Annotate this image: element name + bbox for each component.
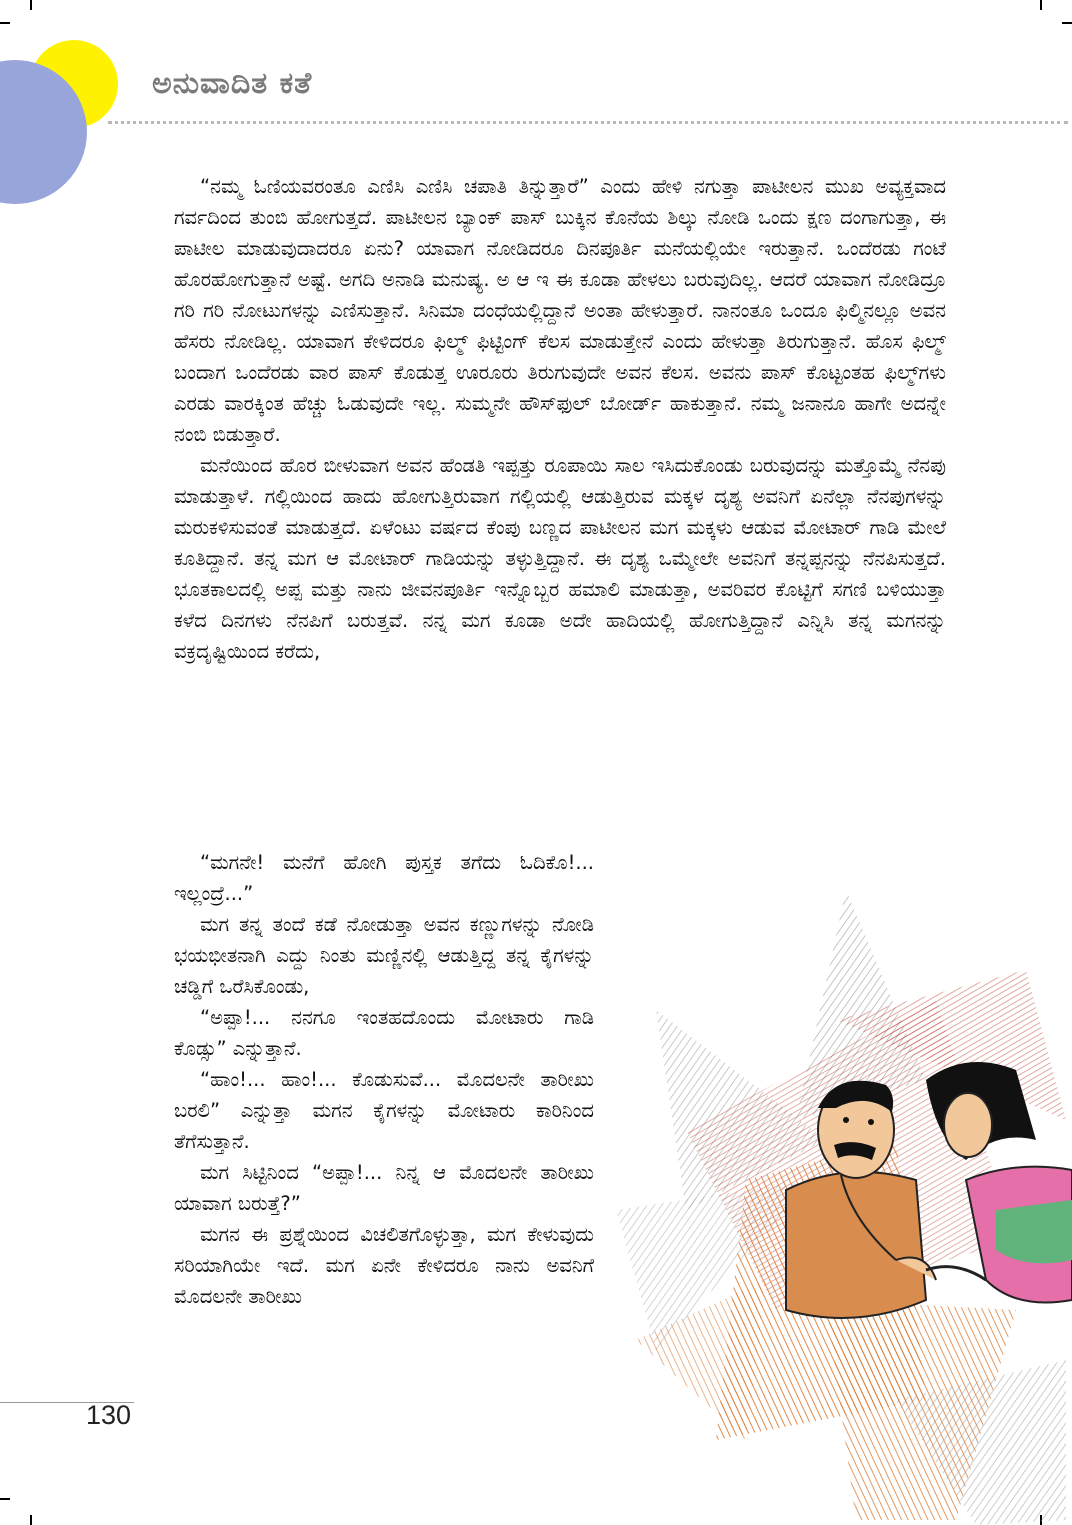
dialogue-son-question: ಮಗ ಸಿಟ್ಟಿನಿಂದ “ಅಪ್ಪಾ!... ನಿನ್ನ ಆ ಮೊದಲನೇ ತಾರೀಖು ಯಾವಾಗ ಬರುತ್ತೆ?” [174,1161,594,1215]
header-dotted-rule [108,121,1068,124]
page-number: 130 [86,1400,132,1430]
crop-mark-left-bottom [0,1498,10,1500]
dialogue-father-reply: “ಹಾಂ!... ಹಾಂ!... ಕೊಡುಸುವೆ... ಮೊದಲನೇ ತಾರೀಖು ಬರಲಿ” ಎನ್ನುತ್ತಾ ಮಗನ ಕೈಗಳನ್ನು ಮೋಟಾರು ಕಾರಿನಿಂದ ತೆಗೆಸುತ್ತಾನೆ. [174,1068,594,1153]
dialogue-father: “ಮಗನೇ! ಮನೆಗೆ ಹೋಗಿ ಪುಸ್ತಕ ತಗೆದು ಓದಿಕೊ!... ಇಲ್ಲಂದ್ರೆ...” [174,851,594,905]
story-illustration [596,880,1072,1525]
section-title: ಅನುವಾದಿತ ಕತೆ [152,66,313,101]
dialogue-son: “ಅಪ್ಪಾ!... ನನಗೂ ಇಂತಹದೊಂದು ಮೋಟಾರು ಗಾಡಿ ಕೊಡ್ಸು” ಎನ್ನುತ್ತಾನೆ. [174,1006,594,1060]
header-decoration [0,0,200,210]
crop-mark-right-top [1062,22,1072,24]
crop-mark-top-right [1040,0,1042,10]
paragraph-2: ಮನೆಯಿಂದ ಹೊರ ಬೀಳುವಾಗ ಅವನ ಹೆಂಡತಿ ಇಪ್ಪತ್ತು ರೂಪಾಯಿ ಸಾಲ ಇಸಿದುಕೊಂಡು ಬರುವುದನ್ನು ಮತ್ತೊಮ್ಮೆ ನೆನಪು ಮಾಡುತ್ತಾಳೆ. ಗಲ್ಲಿಯಿಂದ ಹಾದು ಹೋಗುತ್ತಿರುವಾಗ ಗಲ್ಲಿಯಲ್ಲಿ ಆಡುತ್ತಿರುವ ಮಕ್ಕಳ ದೃಶ್ಯ ಅವನಿಗೆ ಏನೆಲ್ಲಾ ನೆನಪುಗಳನ್ನು ಮರುಕಳಿಸುವಂತೆ ಮಾಡುತ್ತದೆ. ಏಳೆಂಟು ವರ್ಷದ ಕೆಂಪು ಬಣ್ಣದ ಪಾಟೀಲನ ಮಗ ಮಕ್ಕಳು ಆಡುವ ಮೋಟಾರ್ ಗಾಡಿ ಮೇಲೆ ಕೂತಿದ್ದಾನೆ. ತನ್ನ ಮಗ ಆ ಮೋಟಾರ್ ಗಾಡಿಯನ್ನು ತಳ್ಳುತ್ತಿದ್ದಾನೆ. ಈ ದೃಶ್ಯ ಒಮ್ಮೇಲೇ ಅವನಿಗೆ ತನ್ನಪ್ಪನನ್ನು ನೆನಪಿಸುತ್ತದೆ. ಭೂತಕಾಲದಲ್ಲಿ ಅಪ್ಪ ಮತ್ತು ನಾನು ಜೀವನಪೂರ್ತಿ ಇನ್ನೊಬ್ಬರ ಹಮಾಲಿ ಮಾಡುತ್ತಾ, ಅವರಿವರ ಕೊಟ್ಟಿಗೆ ಸಗಣಿ ಬಳಿಯುತ್ತಾ ಕಳೆದ ದಿನಗಳು ನೆನಪಿಗೆ ಬರುತ್ತವೆ. ನನ್ನ ಮಗ ಕೂಡಾ ಅದೇ ಹಾದಿಯಲ್ಲಿ ಹೋಗುತ್ತಿದ್ದಾನೆ ಎನ್ನಿಸಿ ತನ್ನ ಮಗನನ್ನು ವಕ್ರದೃಷ್ಟಿಯಿಂದ ಕರೆದು, [174,454,946,663]
paragraph-1: “ನಮ್ಮ ಓಣಿಯವರಂತೂ ಎಣಿಸಿ ಎಣಿಸಿ ಚಪಾತಿ ತಿನ್ನುತ್ತಾರೆ” ಎಂದು ಹೇಳಿ ನಗುತ್ತಾ ಪಾಟೀಲನ ಮುಖ ಅವ್ಯಕ್ತವಾದ ಗರ್ವದಿಂದ ತುಂಬಿ ಹೋಗುತ್ತದೆ. ಪಾಟೀಲನ ಬ್ಯಾಂಕ್ ಪಾಸ್ ಬುಕ್ಕಿನ ಕೊನೆಯ ಶಿಲ್ಕು ನೋಡಿ ಒಂದು ಕ್ಷಣ ದಂಗಾಗುತ್ತಾ, ಈ ಪಾಟೀಲ ಮಾಡುವುದಾದರೂ ಏನು? ಯಾವಾಗ ನೋಡಿದರೂ ದಿನಪೂರ್ತಿ ಮನೆಯಲ್ಲಿಯೇ ಇರುತ್ತಾನೆ. ಒಂದೆರಡು ಗಂಟೆ ಹೊರಹೋಗುತ್ತಾನೆ ಅಷ್ಟೆ. ಅಗದಿ ಅನಾಡಿ ಮನುಷ್ಯ. ಅ ಆ ಇ ಈ ಕೂಡಾ ಹೇಳಲು ಬರುವುದಿಲ್ಲ. ಆದರೆ ಯಾವಾಗ ನೋಡಿದ್ರೂ ಗರಿ ಗರಿ ನೋಟುಗಳನ್ನು ಎಣಿಸುತ್ತಾನೆ. ಸಿನಿಮಾ ದಂಧೆಯಲ್ಲಿದ್ದಾನೆ ಅಂತಾ ಹೇಳುತ್ತಾರೆ. ನಾನಂತೂ ಒಂದೂ ಫಿಲ್ಮಿನಲ್ಲೂ ಅವನ ಹೆಸರು ನೋಡಿಲ್ಲ. ಯಾವಾಗ ಕೇಳಿದರೂ ಫಿಲ್ಮ್ ಫಿಟ್ಟಿಂಗ್ ಕೆಲಸ ಮಾಡುತ್ತೇನೆ ಎಂದು ಹೇಳುತ್ತಾ ತಿರುಗುತ್ತಾನೆ. ಹೊಸ ಫಿಲ್ಮ್ ಬಂದಾಗ ಒಂದೆರಡು ವಾರ ಪಾಸ್ ಕೊಡುತ್ತ ಊರೂರು ತಿರುಗುವುದೇ ಅವನ ಕೆಲಸ. ಅವನು ಪಾಸ್ ಕೊಟ್ಟಂತಹ ಫಿಲ್ಮ್‌ಗಳು ಎರಡು ವಾರಕ್ಕಿಂತ ಹೆಚ್ಚು ಓಡುವುದೇ ಇಲ್ಲ. ಸುಮ್ಮನೇ ಹೌಸ್‌ಫುಲ್ ಬೋರ್ಡ್ ಹಾಕುತ್ತಾನೆ. ನಮ್ಮ ಜನಾನೂ ಹಾಗೇ ಅದನ್ನೇ ನಂಬಿ ಬಿಡುತ್ತಾರೆ. [174,175,946,446]
story-text-narrow-column [174,847,594,1312]
paragraph-son-reaction: ಮಗ ತನ್ನ ತಂದೆ ಕಡೆ ನೋಡುತ್ತಾ ಅವನ ಕಣ್ಣುಗಳನ್ನು ನೋಡಿ ಭಯಭೀತನಾಗಿ ಎದ್ದು ನಿಂತು ಮಣ್ಣಿನಲ್ಲಿ ಆಡುತ್ತಿದ್ದ ತನ್ನ ಕೈಗಳನ್ನು ಚಡ್ಡಿಗೆ ಒರೆಸಿಕೊಂಡು, [174,913,594,998]
story-text-full-width [174,171,946,667]
crop-mark-bottom-left [30,1515,32,1525]
paragraph-father-thought: ಮಗನ ಈ ಪ್ರಶ್ನೆಯಿಂದ ವಿಚಲಿತಗೊಳ್ಳುತ್ತಾ, ಮಗ ಕೇಳುವುದು ಸರಿಯಾಗಿಯೇ ಇದೆ. ಮಗ ಏನೇ ಕೇಳಿದರೂ ನಾನು ಅವನಿಗೆ ಮೊದಲನೇ ತಾರೀಖು [174,1223,594,1308]
